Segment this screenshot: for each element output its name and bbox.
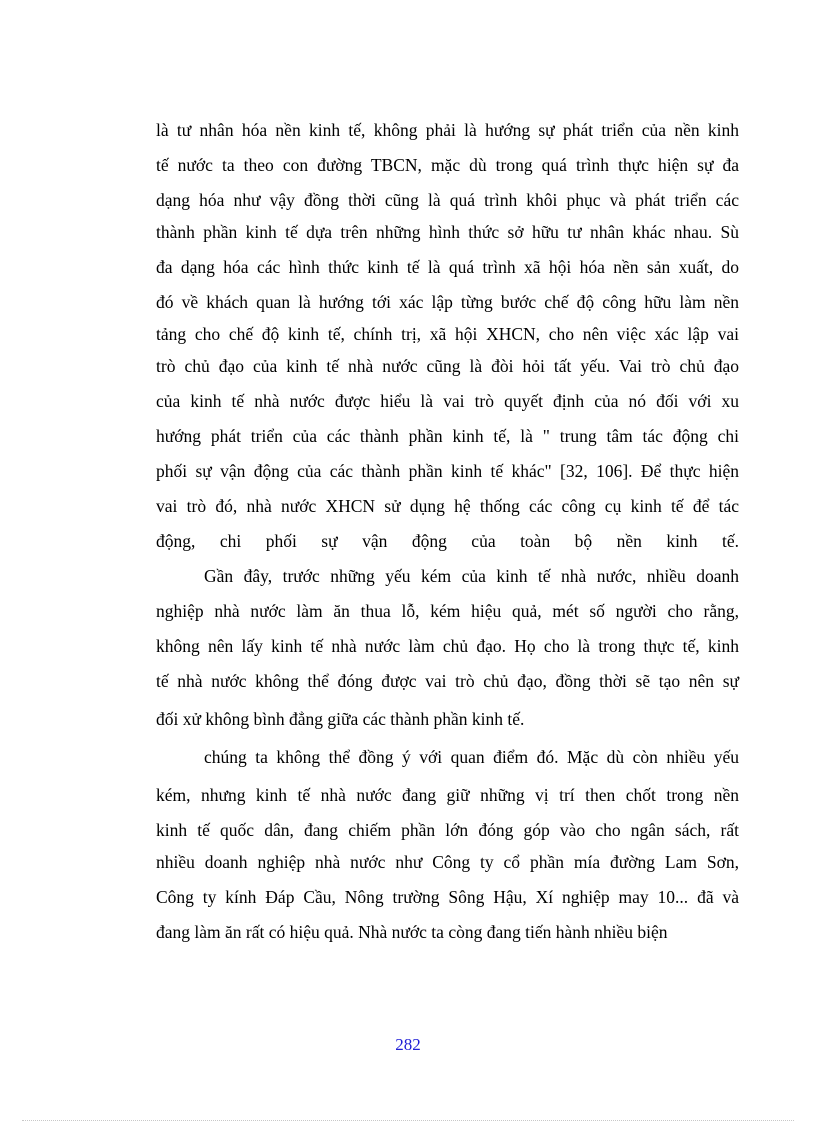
text-line: chúng ta không thể đồng ý với quan điểm đó. Mặc dù còn nhiều yếu (204, 747, 739, 767)
text-line: vai trò đó, nhà nước XHCN sử dụng hệ thống các công cụ kinh tế để tác (156, 496, 739, 516)
text-line: nhiều doanh nghiệp nhà nước như Công ty cổ phần mía đường Lam Sơn, (156, 852, 739, 872)
text-line: đó về khách quan là hướng tới xác lập từng bước chế độ công hữu làm nền (156, 292, 739, 312)
text-line: đa dạng hóa các hình thức kinh tế là quá trình xã hội hóa nền sản xuất, do (156, 257, 739, 277)
text-line: kinh tế quốc dân, đang chiếm phần lớn đóng góp vào cho ngân sách, rất (156, 820, 739, 840)
text-line: của kinh tế nhà nước được hiểu là vai trò quyết định của nó đối với xu (156, 391, 739, 411)
text-line: trò chủ đạo của kinh tế nhà nước cũng là đòi hỏi tất yếu. Vai trò chủ đạo (156, 356, 739, 376)
text-line: là tư nhân hóa nền kinh tế, không phải là hướng sự phát triển của nền kinh (156, 120, 739, 140)
text-line: Công ty kính Đáp Cầu, Nông trường Sông Hậu, Xí nghiệp may 10... đã và (156, 887, 739, 907)
paragraph-1 (156, 114, 739, 560)
page-bottom-divider (22, 1120, 794, 1121)
text-line: phối sự vận động của các thành phần kinh tế khác" [32, 106]. Để thực hiện (156, 461, 739, 481)
text-line: động, chi phối sự vận động của toàn bộ nền kinh tế. (156, 531, 739, 551)
paragraph-3 (156, 738, 739, 948)
text-line: kém, nhưng kinh tế nhà nước đang giữ những vị trí then chốt trong nền (156, 785, 739, 805)
text-line: nghiệp nhà nước làm ăn thua lỗ, kém hiệu quả, mét số người cho rằng, (156, 601, 739, 621)
text-line: tảng cho chế độ kinh tế, chính trị, xã hội XHCN, cho nên việc xác lập vai (156, 324, 739, 344)
text-line: tế nước ta theo con đường TBCN, mặc dù trong quá trình thực hiện sự đa (156, 155, 739, 175)
text-line: Gần đây, trước những yếu kém của kinh tế nhà nước, nhiều doanh (204, 566, 739, 586)
text-line: hướng phát triển của các thành phần kinh tế, là " trung tâm tác động chi (156, 426, 739, 446)
body-text (156, 114, 739, 948)
text-line: đối xử không bình đẳng giữa các thành phần kinh tế. (156, 709, 525, 729)
text-line: đang làm ăn rất có hiệu quả. Nhà nước ta còng đang tiến hành nhiều biện (156, 922, 668, 942)
text-line: không nên lấy kinh tế nhà nước làm chủ đạo. Họ cho là trong thực tế, kinh (156, 636, 739, 656)
text-line: dạng hóa như vậy đồng thời cũng là quá trình khôi phục và phát triển các (156, 190, 739, 210)
paragraph-2 (156, 560, 739, 738)
text-line: thành phần kinh tế dựa trên những hình thức sở hữu tư nhân khác nhau. Sù (156, 222, 739, 242)
page-number: 282 (395, 1035, 421, 1054)
text-line: tế nhà nước không thể đóng được vai trò chủ đạo, đồng thời sẽ tạo nên sự (156, 671, 739, 691)
